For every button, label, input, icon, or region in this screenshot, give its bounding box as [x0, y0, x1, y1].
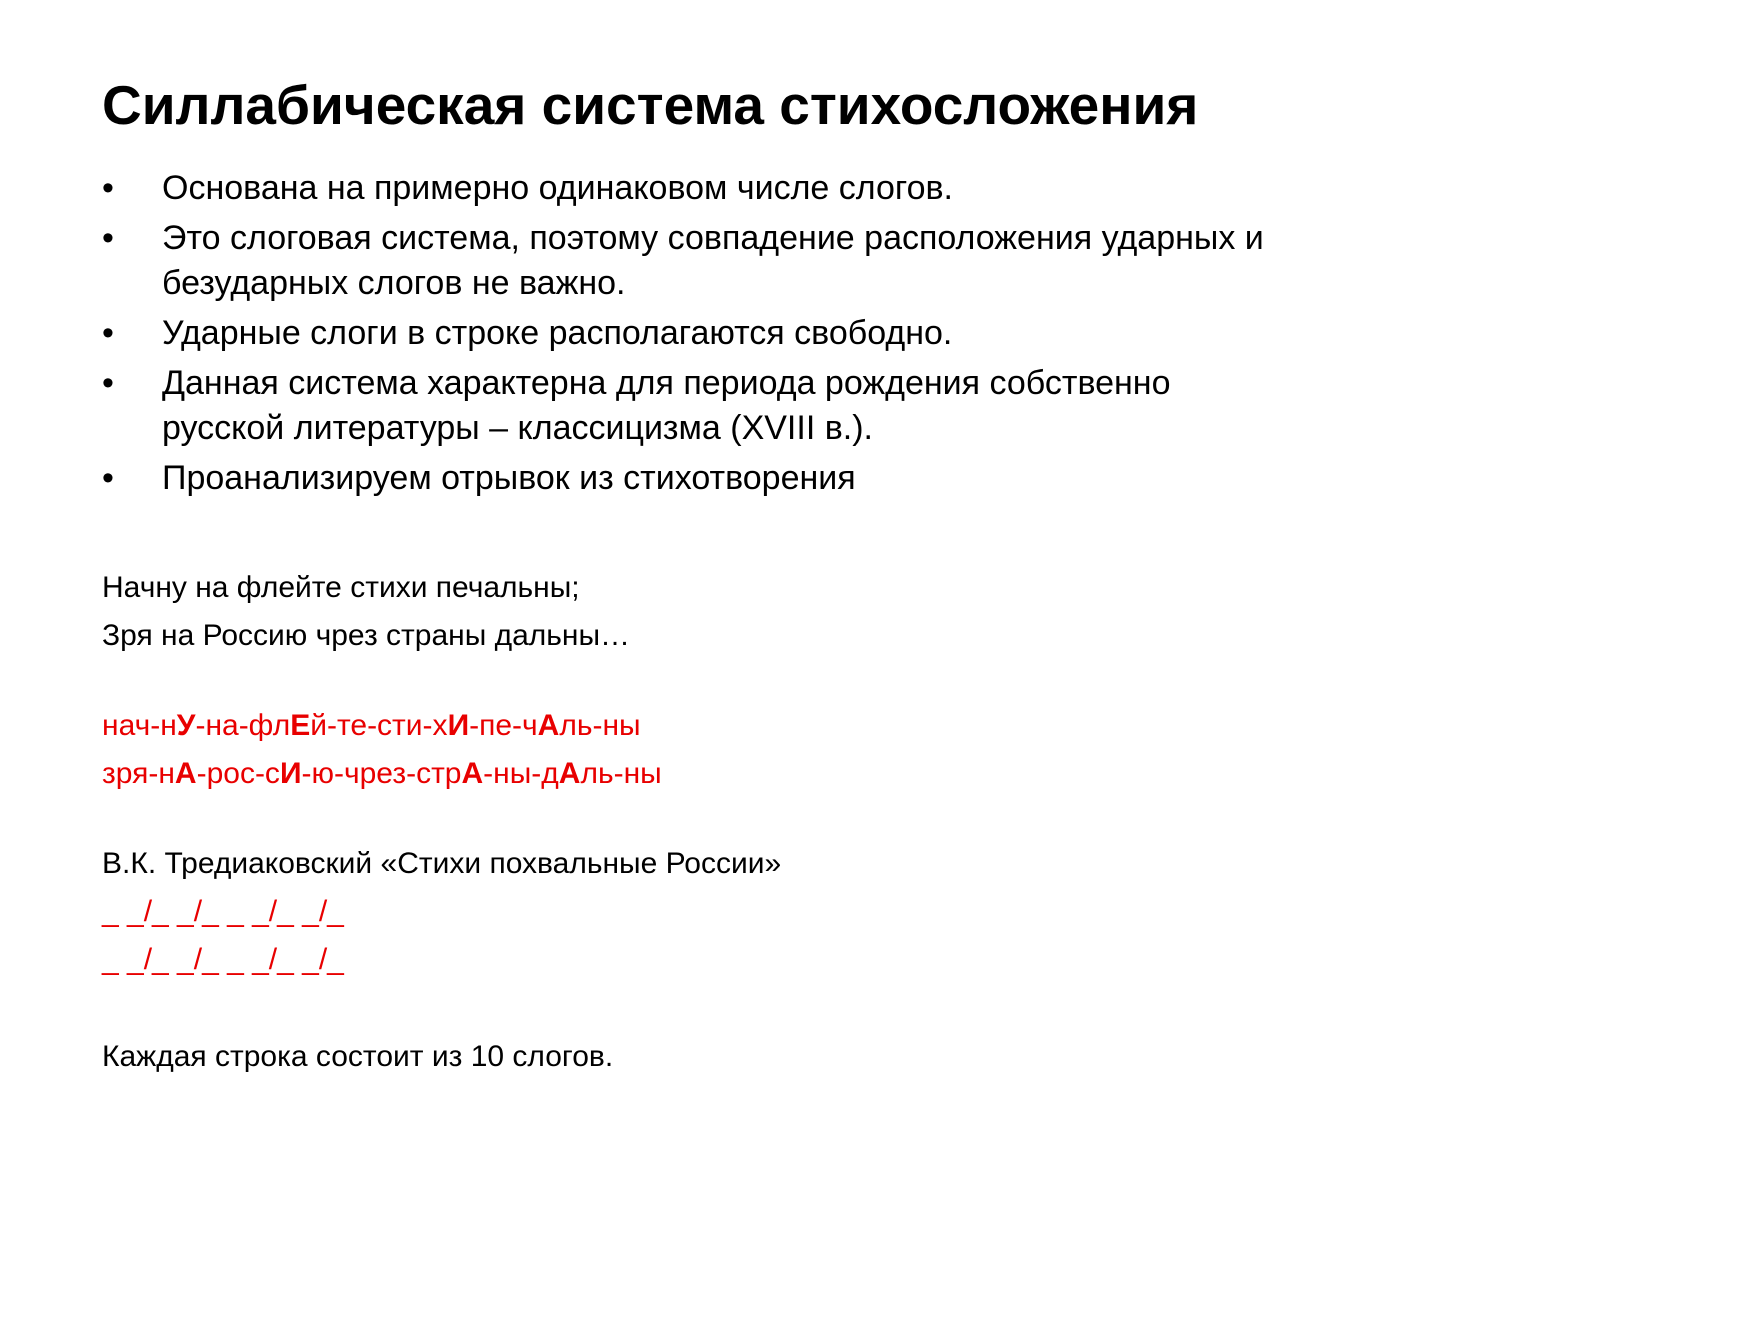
bullet-icon: •	[102, 314, 114, 352]
syllable-segment: й-те-сти-х	[310, 709, 448, 742]
conclusion-text: Каждая строка состоит из 10 слогов.	[102, 1040, 614, 1073]
meter-scheme-line-1: _ _/_ _/_ _ _/_ _/_	[102, 895, 344, 928]
syllable-segment: -рос-с	[196, 757, 280, 790]
bullet-text-continuation: русской литературы – классицизма (XVIII в.).	[162, 409, 873, 447]
syllable-segment: -пе-ч	[469, 709, 538, 742]
bullet-item	[102, 361, 1502, 451]
meter-scheme-line-2: _ _/_ _/_ _ _/_ _/_	[102, 943, 344, 976]
bullet-text: Проанализируем отрывок из стихотворения	[162, 459, 856, 497]
syllable-line-1	[102, 706, 641, 746]
bullet-icon: •	[102, 169, 114, 207]
syllable-segment: зря-н	[102, 757, 175, 790]
bullet-text-continuation: безударных слогов не важно.	[162, 264, 626, 302]
stressed-vowel: А	[558, 757, 581, 790]
slide-title: Силлабическая система стихосложения	[102, 74, 1199, 136]
bullet-icon: •	[102, 219, 114, 257]
syllable-segment: -ю-чрез-стр	[301, 757, 462, 790]
bullet-icon: •	[102, 459, 114, 497]
syllable-line-2	[102, 754, 662, 794]
stressed-vowel: Е	[290, 709, 311, 742]
bullet-text: Данная система характерна для периода рождения собственно	[162, 364, 1171, 402]
syllable-segment: -ны-д	[483, 757, 559, 790]
poem-source: В.К. Тредиаковский «Стихи похвальные России»	[102, 847, 782, 880]
bullet-text: Ударные слоги в строке располагаются свободно.	[162, 314, 953, 352]
syllable-segment: ль-ны	[580, 757, 662, 790]
stressed-vowel: А	[174, 757, 197, 790]
stressed-vowel: А	[537, 709, 560, 742]
bullet-list	[102, 166, 1502, 506]
bullet-text: Это слоговая система, поэтому совпадение расположения ударных и	[162, 219, 1264, 257]
bullet-item	[102, 166, 1502, 211]
stressed-vowel: И	[279, 757, 302, 790]
bullet-item	[102, 216, 1502, 306]
stressed-vowel: И	[447, 709, 470, 742]
poem-line-2: Зря на Россию чрез страны дальны…	[102, 619, 631, 652]
syllable-segment: -на-фл	[195, 709, 291, 742]
bullet-text: Основана на примерно одинаковом числе слогов.	[162, 169, 953, 207]
bullet-icon: •	[102, 364, 114, 402]
stressed-vowel: У	[176, 709, 196, 742]
bullet-item	[102, 311, 1502, 356]
syllable-segment: нач-н	[102, 709, 177, 742]
stressed-vowel: А	[461, 757, 484, 790]
syllable-segment: ль-ны	[559, 709, 641, 742]
bullet-item	[102, 456, 1502, 501]
poem-line-1: Начну на флейте стихи печальны;	[102, 571, 580, 604]
